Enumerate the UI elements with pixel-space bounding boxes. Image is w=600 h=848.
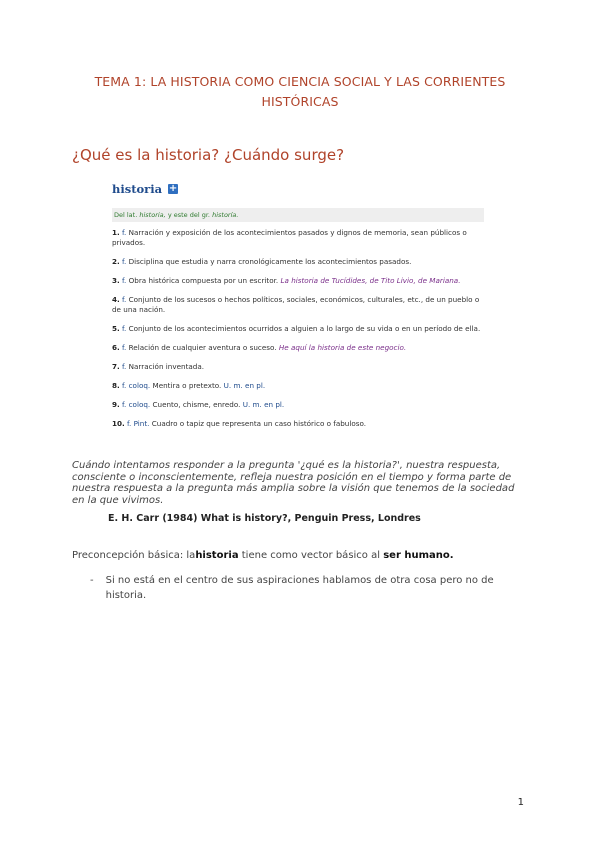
dictionary-header: [112, 180, 484, 198]
sense-mark: f. coloq.: [122, 400, 151, 409]
plus-icon[interactable]: +: [168, 183, 178, 194]
dictionary-word: historia: [112, 182, 163, 196]
sense-mark: f.: [122, 362, 127, 371]
sense-number: 4.: [112, 295, 120, 304]
sense-number: 2.: [112, 257, 120, 266]
bullet-item: [90, 573, 520, 603]
sense-number: 9.: [112, 400, 120, 409]
sense-item: [112, 419, 484, 429]
sense-item: [112, 295, 484, 315]
sense-number: 5.: [112, 324, 120, 333]
sense-text: Relación de cualquier aventura o suceso.: [128, 343, 277, 352]
quote-reference: E. H. Carr (1984) What is history?, Penguin Press, Londres: [108, 513, 421, 524]
preconception-lead: Preconcepción básica: la: [72, 550, 196, 561]
sense-item: [112, 324, 484, 334]
page-number: 1: [517, 797, 524, 808]
sense-mark: f.: [122, 324, 127, 333]
sense-item: [112, 381, 484, 391]
sense-number: 1.: [112, 228, 120, 237]
sense-example: He aquí la historia de este negocio.: [278, 343, 407, 352]
sense-text: Conjunto de los acontecimientos ocurridos a alguien a lo largo de su vida o en un período de ella.: [128, 324, 481, 333]
etymology: [112, 208, 484, 222]
etymology-italic-2: historía.: [212, 211, 239, 219]
sense-list: [112, 228, 484, 429]
sense-mark: f. coloq.: [122, 381, 151, 390]
sense-note: U. m. en pl.: [223, 381, 266, 390]
etymology-mid: y este del gr.: [167, 211, 210, 219]
sense-text: Mentira o pretexto.: [152, 381, 222, 390]
sense-item: [112, 362, 484, 372]
sense-text: Narración y exposición de los acontecimientos pasados y dignos de memoria, sean públicos o privados.: [112, 228, 467, 247]
sense-number: 10.: [112, 419, 125, 428]
sense-text: Cuadro o tapiz que representa un caso histórico o fabuloso.: [151, 419, 367, 428]
sense-text: Cuento, chisme, enredo.: [152, 400, 241, 409]
sense-text: Obra histórica compuesta por un escritor.: [128, 276, 279, 285]
etymology-prefix: Del lat.: [114, 211, 138, 219]
section-heading: ¿Qué es la historia? ¿Cuándo surge?: [72, 146, 345, 164]
sense-mark: f.: [122, 276, 127, 285]
sense-number: 3.: [112, 276, 120, 285]
sense-text: Narración inventada.: [128, 362, 205, 371]
sense-item: [112, 228, 484, 248]
bullet-dash: -: [90, 575, 94, 586]
sense-mark: f. Pint.: [127, 419, 150, 428]
sense-number: 7.: [112, 362, 120, 371]
sense-mark: f.: [122, 257, 127, 266]
document-title: TEMA 1: LA HISTORIA COMO CIENCIA SOCIAL Y LAS CORRIENTES HISTÓRICAS: [94, 74, 506, 109]
preconception-bold-history: historia: [195, 550, 239, 561]
preconception-paragraph: [72, 550, 528, 561]
sense-mark: f.: [122, 295, 127, 304]
sense-item: [112, 257, 484, 267]
sense-text: Disciplina que estudia y narra cronológicamente los acontecimientos pasados.: [128, 257, 412, 266]
dictionary-entry: [112, 180, 484, 438]
sense-item: [112, 276, 484, 286]
bullet-text: Si no está en el centro de sus aspiraciones hablamos de otra cosa pero no de historia.: [105, 575, 494, 601]
carr-quote: Cuándo intentamos responder a la pregunta '¿qué es la historia?', nuestra respuesta, consciente o inconscientemente, refleja nuestra posición en el tiempo y forma parte de nuestra respuesta a la pregunta más amplia sobre la visión que tenemos de la sociedad en la que vivimos.: [72, 460, 515, 506]
sense-note: U. m. en pl.: [242, 400, 285, 409]
sense-item: [112, 400, 484, 410]
sense-example: La historia de Tucídides, de Tito Livio, de Mariana.: [280, 276, 461, 285]
sense-number: 8.: [112, 381, 120, 390]
etymology-italic-1: historia,: [139, 211, 166, 219]
preconception-mid: tiene como vector básico al: [241, 550, 381, 561]
sense-mark: f.: [122, 228, 127, 237]
preconception-bold-human: ser humano.: [383, 550, 454, 561]
sense-mark: f.: [122, 343, 127, 352]
sense-text: Conjunto de los sucesos o hechos políticos, sociales, económicos, culturales, etc., de un pueblo o de una nación.: [112, 295, 480, 314]
sense-item: [112, 343, 484, 353]
sense-number: 6.: [112, 343, 120, 352]
